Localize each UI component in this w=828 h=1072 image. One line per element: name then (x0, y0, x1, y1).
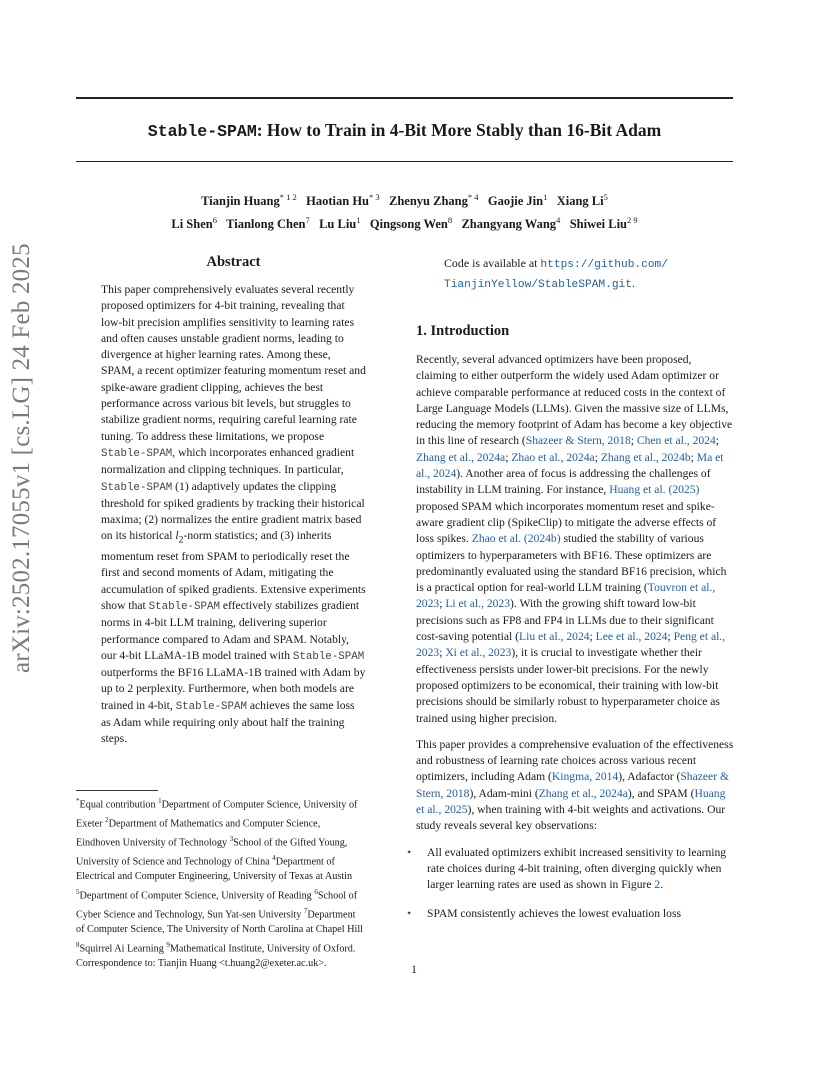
paragraph-text: ), Adam-mini ( (469, 786, 539, 800)
footnote-text: Squirrel Ai Learning (79, 943, 167, 955)
norm-subscript: 2 (178, 534, 184, 546)
paragraph-text: ), Adafactor ( (618, 770, 681, 784)
star-bullet-icon: ⋆ (406, 846, 413, 858)
code-url-link[interactable]: https://github.com/ (540, 259, 668, 271)
author: Zhenyu Zhang (389, 194, 468, 209)
bullet-text: All evaluated optimizers exhibit increased sensitivity to learning rate choices during 4-bit training, often diverging quickly when larger learning rates are used as shown in Figure (427, 845, 727, 892)
footnote-rule (76, 790, 158, 791)
paragraph-text: ), when training with 4-bit weights and activations. Our study reveals several key observations: (416, 803, 726, 833)
code-note-text: Code is available at (444, 256, 541, 270)
figure-link[interactable]: 2 (654, 878, 661, 892)
footnote-text: School of the Gifted Young, University of Science and Technology of China (76, 837, 348, 868)
paragraph-text: This paper provides a comprehensive evaluation of the effectiveness and robustness of learning rate choices across various recent optimizers, including Adam ( (416, 737, 734, 784)
footnote-mark: * (76, 797, 80, 805)
abstract-text: effectively stabilizes gradient norms in 4-bit LLM training, delivering superior performance compared to Adam and SPAM. Notably, our 4-bit LLaMA-1B model trained with (101, 598, 360, 662)
method-name-code: Stable-SPAM (175, 700, 247, 713)
author: Shiwei Liu (569, 217, 627, 232)
footnote-text: Mathematical Institute, University of Oxford. Correspondence to: Tianjin Huang <t.huang2@exeter.ac.uk>. (76, 943, 356, 970)
footnote-text: Department of Computer Science, University of Exeter (76, 799, 358, 830)
footnote-text: Equal contribution (79, 799, 159, 811)
title-rest: : How to Train in 4-Bit More Stably than 16-Bit Adam (256, 120, 662, 140)
author-affiliation: * 1 2 (279, 192, 297, 202)
abstract-text: outperforms the BF16 LLaMA-1B trained with Adam by up to 2 perplexity. Furthermore, when both models are trained in 4-bit, (101, 666, 366, 712)
citation-link[interactable]: Ma et al., 2024 (416, 450, 724, 481)
abstract-text: This paper comprehensively evaluates several recently proposed optimizers for 4-bit training, revealing that low-bit precision amplifies sensitivity to learning rates and often causes unstable gradient norms, leading to divergence at higher learning rates. Among these, SPAM, a recent optimizer featuring momentum reset and spike-aware gradient clipping, achieves the best performance across various bit levels, but struggles to stabilize gradient norms, requiring careful learning rate tuning. To address these limitations, we propose (101, 283, 366, 443)
author: Haotian Hu (306, 194, 370, 209)
code-note-text: . (631, 276, 635, 290)
code-url-link[interactable]: TianjinYellow/StableSPAM.git (444, 279, 632, 291)
citation-link[interactable]: Touvron et al., 2023 (416, 581, 716, 611)
footnote-text: Department of Mathematics and Computer Science, Eindhoven University of Technology (76, 818, 321, 849)
paragraph-text: ). With the growing shift toward low-bit precisions such as FP8 and FP4 in LLMs due to their significant cost-saving potential ( (416, 597, 714, 644)
method-name-code: Stable-SPAM (148, 600, 220, 613)
author: Zhangyang Wang (461, 217, 557, 232)
footnote-mark: 7 (303, 907, 308, 916)
abstract-text: (1) adaptively updates the clipping threshold for spiked gradients by tracking their historical maxima; (2) normalizes the entire gradient matrix based on its historical (101, 479, 365, 543)
author-list (76, 188, 733, 234)
code-availability-note (444, 254, 734, 294)
footnote-mark: 6 (314, 888, 318, 897)
author-line-1 (76, 188, 733, 211)
footnote-mark: 9 (166, 940, 170, 949)
author-affiliation: * 4 (467, 192, 479, 202)
citation-link[interactable]: Xi et al., 2023 (445, 646, 512, 660)
paragraph-text: proposed SPAM which incorporates momentum reset and spike-aware gradient clip (SpikeClip) to mitigate the adverse effects of loss spikes. (416, 499, 717, 546)
intro-paragraph-1: Recently, several advanced optimizers have been proposed, claiming to either outperform the widely used Adam optimizer or achieve comparable performance at reduced costs in the context of Large Language Models (LLMs). Given the massive size of LLMs, reducing the memory footprint of Adam has become a key objective in this line of research (Shazeer & Stern, 2018; Chen et al., 2024; Zhang et al., 2024a; Zhao et al., 2024a; Zhang et al., 2024b; Ma et al., 2024). Another area of focus is addressing the challenges of instability in LLM training. For instance, Huang et al. (2025) proposed SPAM which incorporates momentum reset and spike-aware gradient clip (SpikeClip) to mitigate the adverse effects of loss spikes. Zhao et al. (2024b) studied the stability of various optimizers to hyperparameters with BF16. These optimizers are predominantly evaluated using the standard BF16 precision, which is a practical option for real-world LLM training (Touvron et al., 2023; Li et al., 2023). With the growing shift toward low-bit precisions such as FP8 and FP4 in LLMs due to their significant cost-saving potential (Liu et al., 2024; Lee et al., 2024; Peng et al., 2023; Xi et al., 2023), it is crucial to investigate whether their effectiveness persists under lower-bit precisions. For the newly proposed optimizers to be economical, their training with low-bit precisions should be similarly robust to hyperparameter choice as trained using higher precision. (416, 353, 733, 725)
author: Li Shen (171, 217, 213, 232)
citation-link[interactable]: Peng et al., 2023 (416, 630, 726, 660)
footnote-mark: 8 (76, 940, 80, 949)
observation-bullet (406, 906, 734, 922)
paragraph-text: ), and SPAM ( (627, 786, 695, 800)
method-name-code: Stable-SPAM (101, 447, 173, 460)
citation-link[interactable]: Shazeer & Stern, 2018 (416, 770, 729, 800)
arxiv-stamp: arXiv:2502.17055v1 [cs.LG] 24 Feb 2025 (8, 243, 35, 673)
author-affiliation: 7 (305, 215, 310, 226)
paragraph-text: studied the stability of various optimizers to hyperparameters with BF16. These optimizers are predominantly evaluated using the standard BF16 precision, which is a practical option for real-world LLM training ( (416, 532, 727, 595)
method-name-code: Stable-SPAM (101, 481, 173, 494)
bullet-text: SPAM consistently achieves the lowest evaluation loss (427, 906, 681, 920)
section-heading-introduction: 1. Introduction (416, 323, 510, 339)
footnote-text: Department of Electrical and Computer Engineering, University of Texas at Austin (76, 856, 353, 883)
intro-paragraph-2 (416, 737, 734, 835)
author-affiliation: 5 (603, 192, 608, 202)
author-line-2 (76, 211, 733, 234)
footnote-mark: 4 (272, 854, 276, 863)
citation-link[interactable]: Zhao et al. (2024b) (471, 532, 561, 546)
citation-link[interactable]: Lee et al., 2024 (595, 630, 668, 644)
title-method-name: Stable-SPAM (147, 122, 257, 141)
citation-link[interactable]: Liu et al., 2024 (519, 630, 590, 644)
citation-link[interactable]: Huang et al. (2025) (609, 483, 700, 497)
left-column (101, 254, 366, 748)
author-affiliation: 1 (356, 215, 361, 226)
abstract-text: achieves the same loss as Adam while requiring only about half the training steps. (101, 698, 355, 746)
footnote-text: School of Cyber Science and Technology, Sun Yat-sen University (76, 890, 358, 921)
author-affiliation: 1 (543, 192, 548, 202)
star-bullet-icon: ⋆ (406, 907, 413, 919)
footnote-mark: 1 (158, 797, 162, 805)
title-rule-bottom (76, 161, 733, 162)
method-name-code: Stable-SPAM (292, 650, 365, 663)
footnote-mark: 2 (105, 816, 109, 825)
author-affiliation: 2 9 (627, 215, 638, 226)
citation-link[interactable]: Zhao et al., 2024a (511, 450, 595, 464)
citation-link[interactable]: Zhang et al., 2024b (600, 450, 691, 464)
citation-link[interactable]: Zhang et al., 2024a (416, 450, 506, 464)
author: Xiang Li (556, 194, 604, 209)
abstract-heading: Abstract (206, 254, 261, 270)
author-affiliation: * 3 (369, 192, 380, 202)
norm-symbol: l (175, 529, 179, 543)
observation-bullet (406, 845, 734, 894)
author: Qingsong Wen (369, 217, 448, 232)
paragraph-text: ). Another area of focus is addressing the challenges of instability in LLM training. For instance, (416, 467, 711, 497)
author: Tianlong Chen (226, 217, 306, 232)
paragraph-text: Recently, several advanced optimizers have been proposed, claiming to either outperform the widely used Adam optimizer or achieve comparable performance at reduced costs in the context of Large Language Models (LLMs). Given the massive size of LLMs, reducing the memory footprint of Adam has become a key objective in this line of research ( (416, 353, 733, 448)
citation-link[interactable]: Zhang et al., 2024a (538, 786, 628, 800)
author-affiliation: 6 (212, 215, 217, 226)
paper-title (76, 120, 733, 141)
bullet-text: . (660, 878, 664, 892)
author: Gaojie Jin (487, 194, 544, 209)
footnote-text: Department of Computer Science, The University of North Carolina at Chapel Hill (76, 909, 363, 936)
paragraph-text: ), it is crucial to investigate whether their effectiveness persists under lower-bit precisions. For the newly proposed optimizers to be economical, their training with low-bit precisions should be similarly robust to hyperparameter choice as trained using higher precision. (416, 646, 720, 725)
abstract-text: , which incorporates enhanced gradient normalization and clipping techniques. In particular, (101, 445, 355, 477)
abstract-body (101, 282, 366, 748)
author: Lu Liu (319, 217, 357, 232)
footnote-mark: 3 (229, 835, 234, 844)
abstract-text: -norm statistics; and (3) inherits momentum reset from SPAM to periodically reset the first and second moments of Adam, mitigating the accumulation of spiked gradients. Extensive experiments show that (101, 529, 366, 612)
author-affiliation: 8 (447, 215, 453, 226)
citation-link[interactable]: Kingma, 2014 (551, 770, 619, 784)
author-affiliation: 4 (556, 215, 561, 226)
citation-link[interactable]: Chen et al., 2024 (636, 434, 716, 448)
footnote-text: Department of Computer Science, University of Reading (79, 890, 315, 902)
affiliation-footnote (76, 794, 366, 972)
page-number: 1 (411, 962, 417, 976)
citation-link[interactable]: Li et al., 2023 (445, 597, 511, 611)
title-rule-top (76, 97, 733, 99)
footnote-mark: 5 (76, 888, 80, 897)
citation-link[interactable]: Huang et al., 2025 (416, 786, 726, 817)
author: Tianjin Huang (201, 194, 280, 209)
citation-link[interactable]: Shazeer & Stern, 2018 (525, 434, 631, 448)
right-column (406, 254, 734, 934)
